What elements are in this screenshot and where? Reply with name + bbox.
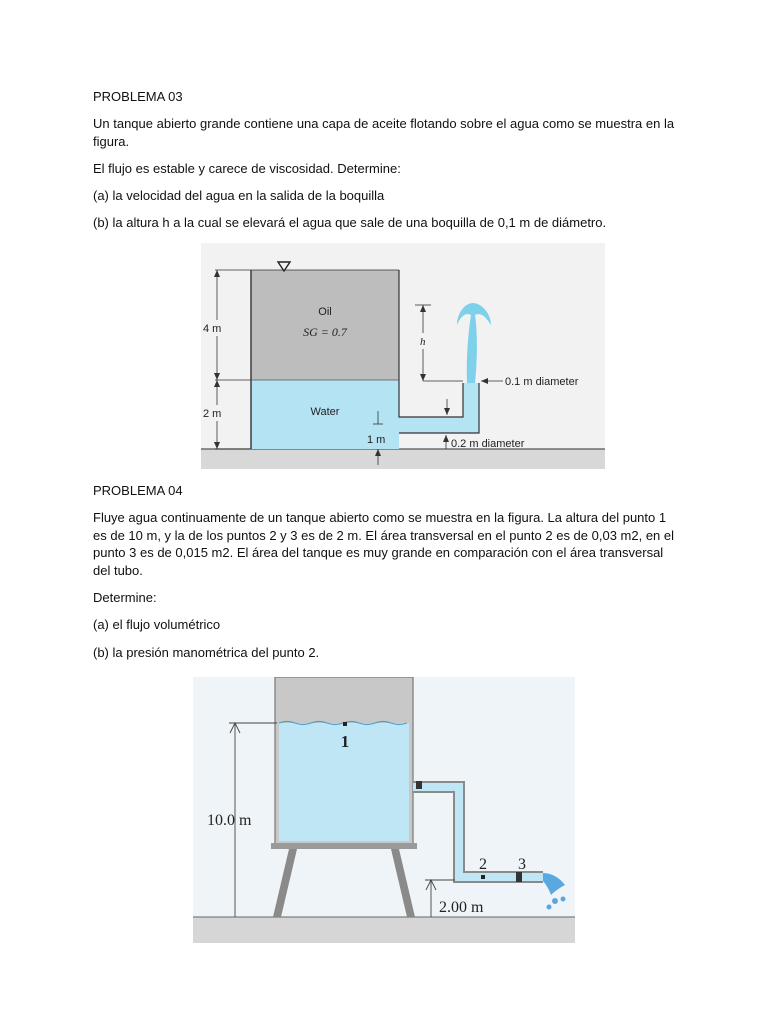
- pipe-water: [399, 417, 471, 433]
- point-3-label: 3: [518, 856, 526, 873]
- point-1-label: 1: [340, 732, 350, 751]
- ground: [201, 449, 605, 469]
- problem4-part-b: (b) la presión manométrica del punto 2.: [93, 645, 320, 660]
- sg-label: SG = 0.7: [303, 325, 347, 339]
- pipe-diameter-label: 0.2 m diameter: [451, 438, 525, 450]
- dim-4m-label: 4 m: [203, 323, 222, 335]
- problem4-determine: Determine:: [93, 590, 157, 605]
- point-2-label: 2: [479, 856, 487, 873]
- oil-label: Oil: [318, 306, 332, 318]
- nozzle-diameter-label: 0.1 m diameter: [505, 376, 579, 388]
- water-label: Water: [310, 406, 340, 418]
- problem4-part-a: (a) el flujo volumétrico: [93, 617, 221, 632]
- height-2m-label: 2.00 m: [439, 899, 484, 916]
- problem3-heading: PROBLEMA 03: [93, 89, 183, 104]
- dim-1m-label: 1 m: [367, 434, 386, 446]
- riser-water: [463, 383, 479, 433]
- h-label: h: [420, 336, 426, 348]
- problem3-part-b: (b) la altura h a la cual se elevará el agua que sale de una boquilla de 0,1 m de diámetro.: [93, 215, 607, 230]
- dim-2m-label: 2 m: [203, 408, 222, 420]
- height-10m-label: 10.0 m: [207, 812, 252, 829]
- elevated-tank-figure: [193, 677, 575, 943]
- problem3-condition: El flujo es estable y carece de viscosidad. Determine:: [93, 161, 401, 176]
- problem4-statement: Fluye agua continuamente de un tanque abierto como se muestra en la figura. La altura del punto 1 es de 10 m, y la de los puntos 2 y 3 es de 2 m. El área transversal en el punto 2 es de 0,03 m2, en el punto 3 es de 0,015 m2. El área del tanque es muy grande en comparación con el área transversal del tubo.: [93, 510, 675, 578]
- problem3-statement: Un tanque abierto grande contiene una capa de aceite flotando sobre el agua como se muestra en la figura.: [93, 116, 675, 149]
- oil-water-tank-figure: [201, 243, 605, 469]
- problem3-part-a: (a) la velocidad del agua en la salida de la boquilla: [93, 188, 385, 203]
- problem4-heading: PROBLEMA 04: [93, 483, 183, 498]
- ground: [193, 917, 575, 943]
